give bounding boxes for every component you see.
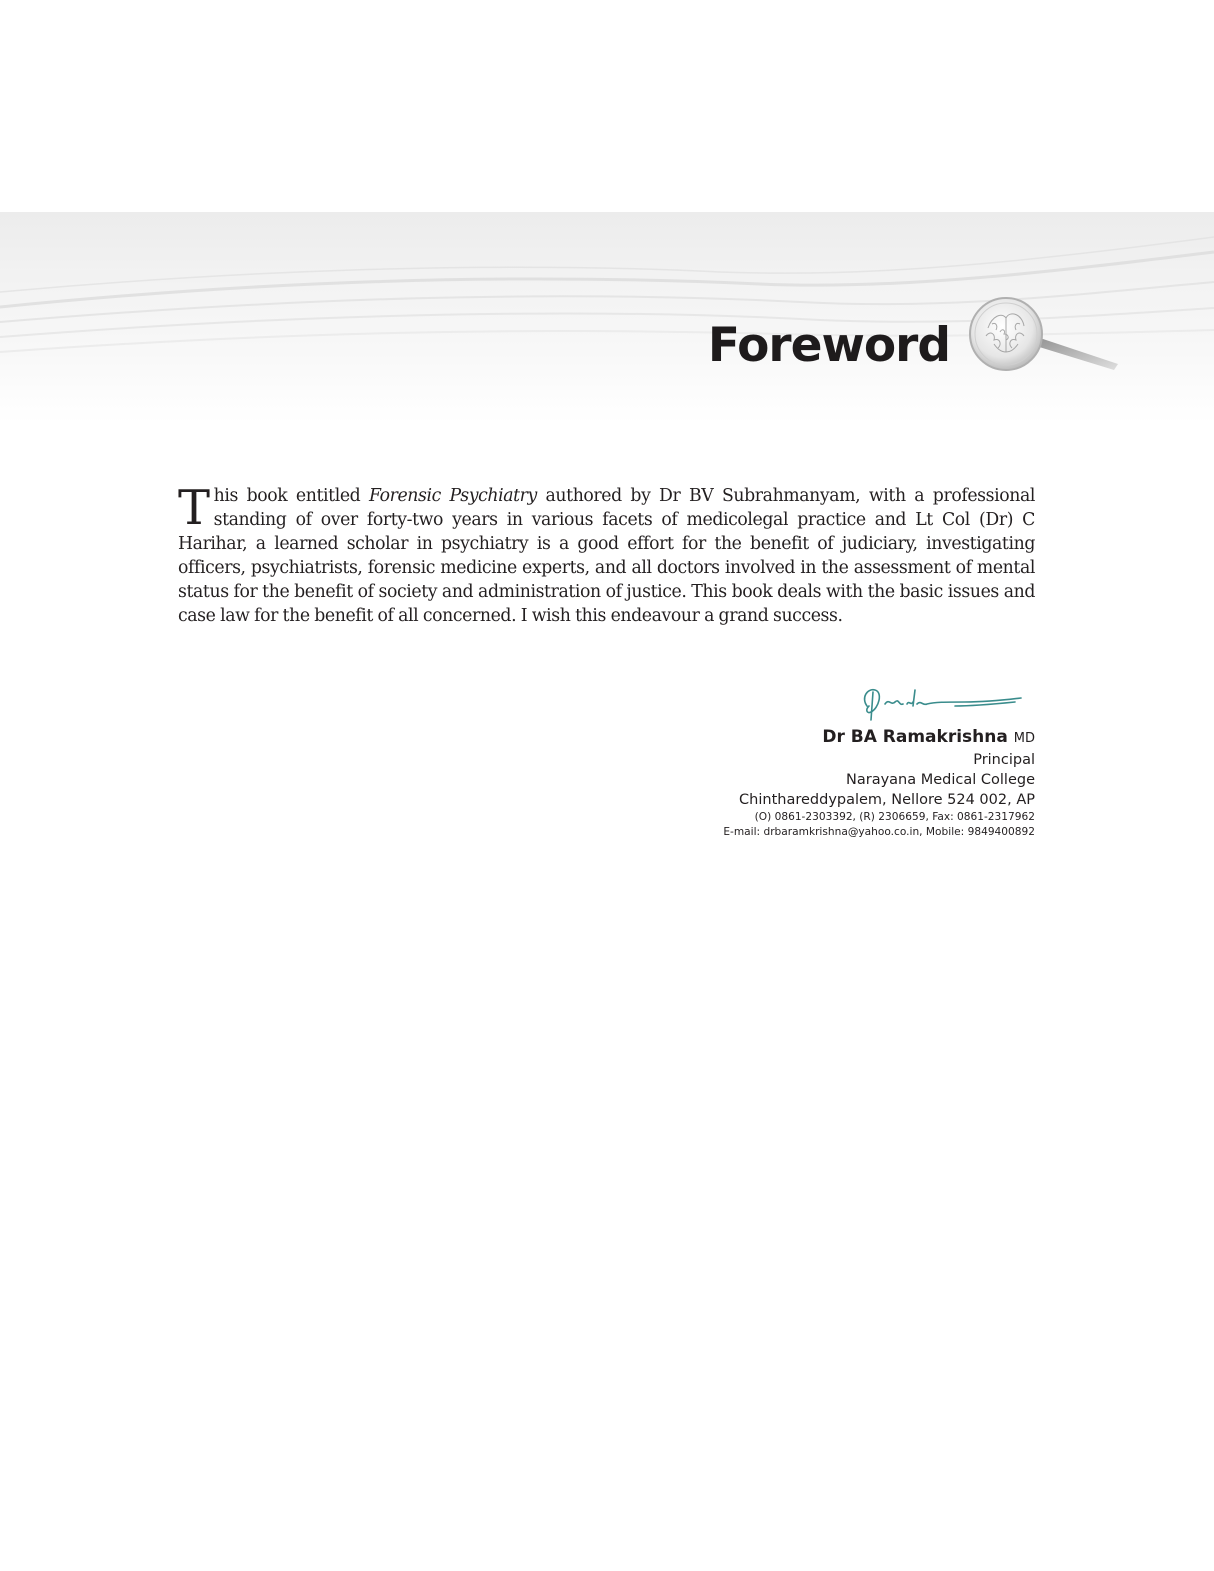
signatory-address: Chinthareddypalem, Nellore 524 002, AP: [739, 792, 1035, 808]
signatory-phones: (O) 0861-2303392, (R) 2306659, Fax: 0861-2317962: [754, 811, 1035, 823]
foreword-text-rest: authored by Dr BV Subrahmanyam, with a professional standing of over forty-two years in various facets of medicolegal practice and Lt Col (Dr) C Harihar, a learned scholar in psychiatry is a good effort for the benefit of judiciary, investigating officers, psychiatrists, forensic medicine experts, and all doctors involved in the assessment of mental status for the benefit of society and administration of justice. This book deals with the basic issues and case law for the benefit of all concerned. I wish this endeavour a grand success.: [178, 486, 1035, 626]
signature-block: [723, 726, 1035, 840]
book-title: Forensic Psychiatry: [368, 486, 537, 506]
signatory-contact: E-mail: drbaramkrishna@yahoo.co.in, Mobile: 9849400892: [723, 826, 1035, 838]
handwritten-signature: [855, 680, 1025, 726]
signatory-degree: MD: [1013, 731, 1035, 746]
foreword-paragraph: [178, 480, 1035, 628]
signatory-position: Principal: [973, 752, 1035, 768]
foreword-text-start: his book entitled: [213, 486, 369, 506]
signatory-name-line: [723, 726, 1035, 750]
page-title: Foreword: [707, 318, 950, 373]
brain-magnifier-icon: [966, 294, 1126, 386]
signatory-name: Dr BA Ramakrishna: [822, 727, 1008, 747]
drop-cap: T: [178, 480, 210, 536]
signatory-institution: Narayana Medical College: [846, 772, 1035, 788]
